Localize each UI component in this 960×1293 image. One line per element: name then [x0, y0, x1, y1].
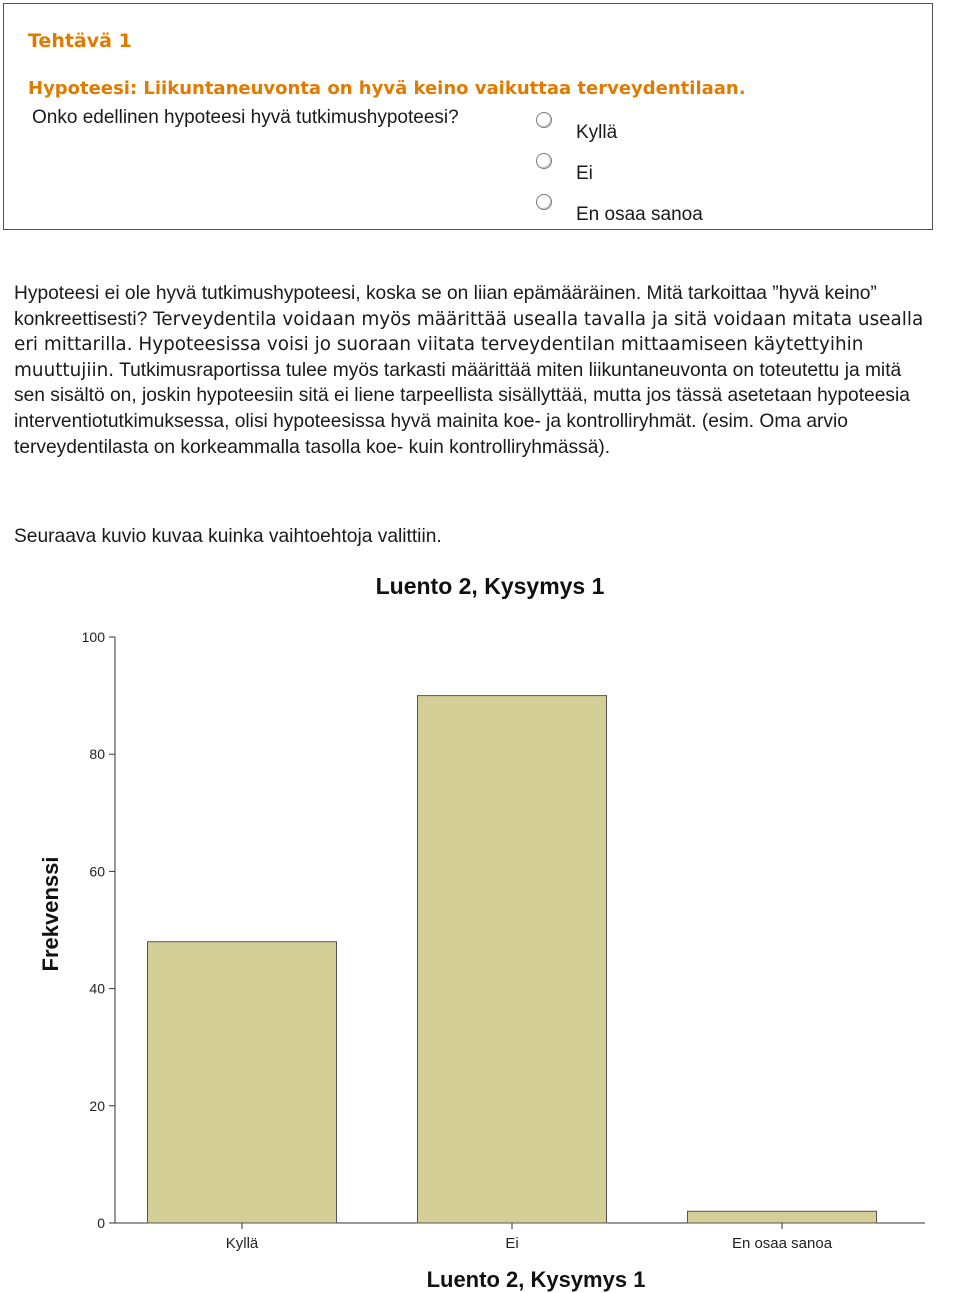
chart-y-tick-label: 0	[97, 1215, 105, 1231]
answer-part-1: Hypoteesi ei ole hyvä tutkimushypoteesi, koska se on liian epämääräinen. Mitä tarkoittaa ”hyvä keino” konkreettisesti?	[14, 283, 877, 330]
chart-bar	[148, 942, 337, 1223]
hypothesis-text: Hypoteesi: Liikuntaneuvonta on hyvä keino vaikuttaa terveydentilaan.	[28, 78, 746, 99]
task-box	[3, 3, 933, 230]
chart-x-tick-label: En osaa sanoa	[731, 1235, 833, 1252]
chart-bar	[418, 696, 607, 1223]
question-text: Onko edellinen hypoteesi hyvä tutkimushypoteesi?	[32, 107, 459, 128]
chart-y-tick-label: 20	[89, 1097, 105, 1114]
option-label: Kyllä	[576, 122, 618, 143]
task-title: Tehtävä 1	[28, 30, 132, 52]
chart-lead-text: Seuraava kuvio kuvaa kuinka vaihtoehtoja valittiin.	[14, 526, 442, 547]
chart-title: Luento 2, Kysymys 1	[375, 573, 605, 599]
chart-y-tick-label: 60	[89, 863, 105, 880]
chart-bar	[688, 1211, 877, 1223]
radio-kylla[interactable]	[536, 112, 552, 128]
answer-part-3: Tutkimusraportissa tulee myös tarkasti määrittää miten liikuntaneuvonta on toteutettu ja mitä sen sisältö on, joskin hypoteesiin sitä ei liene tarpeellista sisällyttää, mutta jos tässä asetetaan hypoteesia interventiotutkimuksessa, olisi hypoteesissa hyvä mainita koe- ja kontrolliryhmät. (esim. Oma arvio terveydentilasta on korkeammalla tasolla koe- kuin kontrolliryhmässä).	[14, 359, 910, 458]
chart-plot-area	[82, 629, 925, 1252]
chart-y-tick-label: 100	[81, 629, 105, 645]
chart-x-tick-label: Kyllä	[225, 1235, 259, 1252]
chart-x-axis-label: Luento 2, Kysymys 1	[426, 1267, 646, 1292]
option-label: En osaa sanoa	[576, 204, 703, 225]
radio-en-osaa-sanoa[interactable]	[536, 194, 552, 210]
answer-paragraph	[14, 281, 934, 460]
chart-y-tick-label: 40	[89, 980, 105, 997]
answer-part-2: Terveydentila voidaan myös määrittää usealla tavalla ja sitä voidaan mitata usealla eri mittarilla. Hypoteesissa voisi jo suoraan viitata terveydentilan mittaamiseen käytettyihin muuttujiin.	[14, 308, 924, 381]
bar-chart	[0, 560, 960, 1293]
chart-x-tick-label: Ei	[505, 1235, 519, 1252]
option-label: Ei	[576, 163, 593, 184]
chart-y-tick-label: 80	[89, 746, 105, 763]
chart-y-axis-label: Frekvenssi	[38, 856, 63, 972]
radio-ei[interactable]	[536, 153, 552, 169]
